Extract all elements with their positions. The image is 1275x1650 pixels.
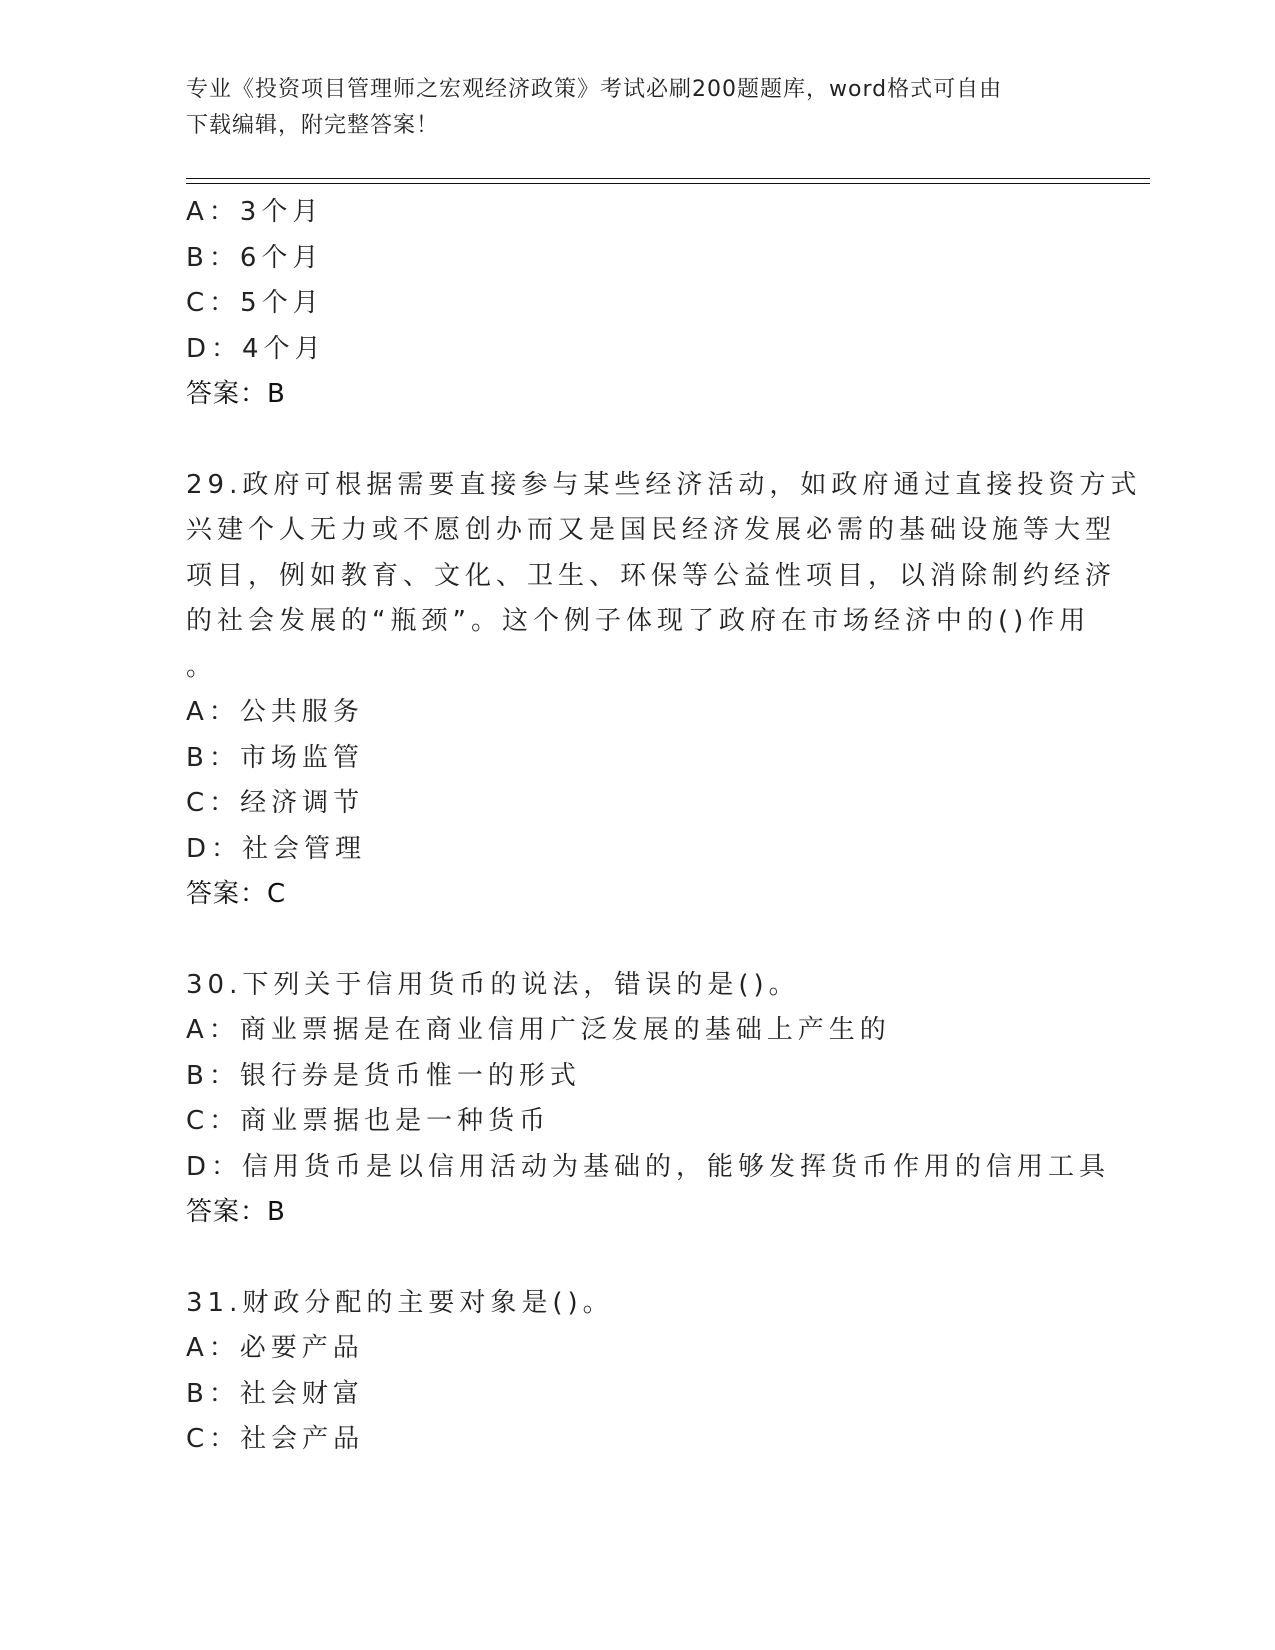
question-stem: 30.下列关于信用货币的说法，错误的是()。	[186, 969, 800, 1000]
question-stem-line: 29.政府可根据需要直接参与某些经济活动，如政府通过直接投资方式	[186, 469, 1142, 500]
option-a: A：商业票据是在商业信用广泛发展的基础上产生的	[186, 1015, 891, 1045]
answer: 答案：B	[186, 379, 286, 409]
question-28	[186, 190, 1086, 418]
option-a: A：3个月	[186, 197, 324, 227]
question-stem-line: 兴建个人无力或不愿创办而又是国民经济发展必需的基础设施等大型	[186, 515, 1117, 545]
question-list	[186, 190, 1142, 1463]
option-b: B：6个月	[186, 242, 324, 273]
answer: 答案：B	[186, 1197, 286, 1227]
header-divider-bottom	[186, 183, 1150, 184]
option-c: C：商业票据也是一种货币	[186, 1106, 551, 1136]
answer: 答案：C	[186, 879, 287, 909]
option-d: D：4个月	[186, 333, 326, 364]
option-a: A：必要产品	[186, 1333, 364, 1363]
question-stem-line: 项目，例如教育、文化、卫生、环保等公益性项目，以消除制约经济	[186, 560, 1117, 591]
question-29	[186, 463, 1142, 918]
question-stem-line: 的社会发展的“瓶颈”。这个例子体现了政府在市场经济中的()作用	[186, 606, 1091, 636]
option-b: B：市场监管	[186, 742, 364, 773]
option-c: C：社会产品	[186, 1424, 365, 1454]
option-b: B：社会财富	[186, 1378, 364, 1409]
option-a: A：公共服务	[186, 697, 364, 727]
question-31	[186, 1281, 1086, 1463]
spacer	[186, 418, 1086, 463]
question-stem-line: 。	[186, 651, 218, 682]
option-d: D：信用货币是以信用活动为基础的，能够发挥货币作用的信用工具	[186, 1151, 1111, 1182]
header-divider-top	[186, 178, 1150, 179]
header-line-1: 专业《投资项目管理师之宏观经济政策》考试必刷200题题库，word格式可自由	[186, 77, 1003, 102]
option-d: D：社会管理	[186, 833, 367, 864]
question-stem: 31.财政分配的主要对象是()。	[186, 1287, 614, 1318]
header-line-2: 下载编辑，附完整答案！	[186, 113, 440, 138]
spacer	[186, 1236, 1086, 1281]
spacer	[186, 918, 1086, 963]
document-header	[186, 72, 1066, 144]
question-30	[186, 963, 1111, 1236]
option-c: C：5个月	[186, 288, 324, 318]
option-b: B：银行券是货币惟一的形式	[186, 1060, 581, 1091]
option-c: C：经济调节	[186, 788, 365, 818]
